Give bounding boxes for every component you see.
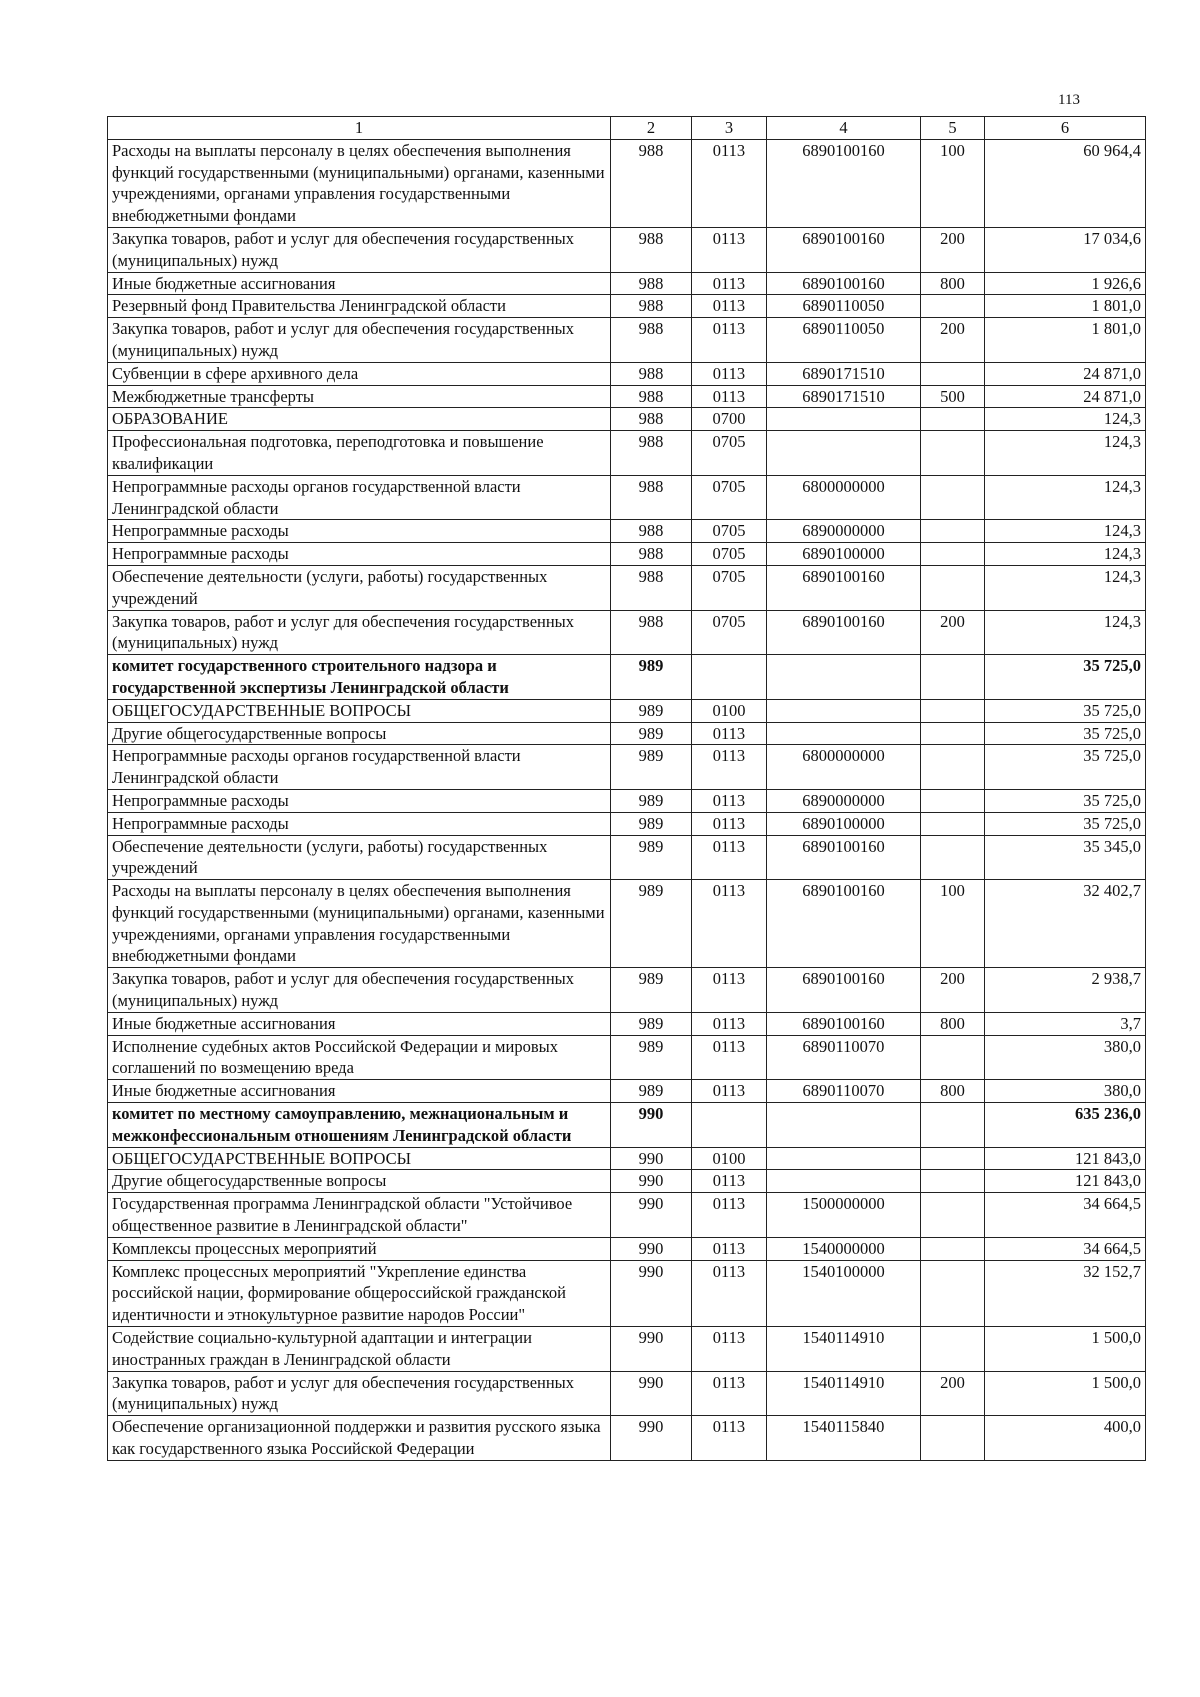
row-amount: 380,0 <box>985 1035 1146 1080</box>
table-row <box>108 1080 1146 1103</box>
row-admin-code: 988 <box>611 475 692 520</box>
row-admin-code: 988 <box>611 543 692 566</box>
row-expense-type: 200 <box>921 318 985 363</box>
row-target-article: 1500000000 <box>767 1193 921 1238</box>
row-admin-code: 988 <box>611 362 692 385</box>
row-admin-code: 990 <box>611 1237 692 1260</box>
table-row <box>108 1371 1146 1416</box>
row-amount: 1 500,0 <box>985 1371 1146 1416</box>
row-target-article: 1540000000 <box>767 1237 921 1260</box>
row-name: Содействие социально-культурной адаптации и интеграции иностранных граждан в Ленинградской области <box>108 1327 611 1372</box>
row-name: Закупка товаров, работ и услуг для обеспечения государственных (муниципальных) нужд <box>108 968 611 1013</box>
row-target-article: 6890100160 <box>767 968 921 1013</box>
row-expense-type: 500 <box>921 385 985 408</box>
row-name: Иные бюджетные ассигнования <box>108 1080 611 1103</box>
row-target-article: 6890100160 <box>767 227 921 272</box>
row-expense-type <box>921 1170 985 1193</box>
row-admin-code: 988 <box>611 318 692 363</box>
row-target-article: 1540115840 <box>767 1416 921 1461</box>
row-name: Непрограммные расходы органов государственной власти Ленинградской области <box>108 745 611 790</box>
row-name: Расходы на выплаты персоналу в целях обеспечения выполнения функций государственными (муниципальными) органами, казенными учреждениями, органами управления государственными внебюджетными фондами <box>108 880 611 968</box>
row-section-code: 0705 <box>692 431 767 476</box>
row-section-code: 0113 <box>692 1371 767 1416</box>
row-expense-type <box>921 745 985 790</box>
row-section-code: 0113 <box>692 968 767 1013</box>
table-row <box>108 722 1146 745</box>
row-expense-type: 800 <box>921 272 985 295</box>
table-row <box>108 1147 1146 1170</box>
row-section-code: 0705 <box>692 543 767 566</box>
row-target-article: 6800000000 <box>767 745 921 790</box>
table-row <box>108 1327 1146 1372</box>
budget-table <box>107 116 1146 1461</box>
row-amount: 124,3 <box>985 408 1146 431</box>
row-amount: 24 871,0 <box>985 385 1146 408</box>
row-admin-code: 988 <box>611 272 692 295</box>
row-section-code: 0113 <box>692 295 767 318</box>
row-section-code: 0705 <box>692 610 767 655</box>
row-admin-code: 989 <box>611 699 692 722</box>
row-target-article: 6890110070 <box>767 1080 921 1103</box>
row-name: Резервный фонд Правительства Ленинградской области <box>108 295 611 318</box>
row-expense-type: 800 <box>921 1012 985 1035</box>
row-section-code: 0113 <box>692 789 767 812</box>
row-amount: 124,3 <box>985 610 1146 655</box>
row-amount: 2 938,7 <box>985 968 1146 1013</box>
row-expense-type <box>921 431 985 476</box>
row-amount: 60 964,4 <box>985 139 1146 227</box>
row-admin-code: 989 <box>611 655 692 700</box>
row-amount: 1 926,6 <box>985 272 1146 295</box>
row-admin-code: 989 <box>611 812 692 835</box>
table-row <box>108 385 1146 408</box>
row-expense-type <box>921 1327 985 1372</box>
row-section-code: 0113 <box>692 362 767 385</box>
row-name: Обеспечение организационной поддержки и развития русского языка как государственного языка Российской Федерации <box>108 1416 611 1461</box>
row-section-code: 0113 <box>692 272 767 295</box>
page-number: 113 <box>1058 92 1080 108</box>
table-row <box>108 272 1146 295</box>
row-name: Иные бюджетные ассигнования <box>108 1012 611 1035</box>
row-amount: 124,3 <box>985 543 1146 566</box>
row-amount: 380,0 <box>985 1080 1146 1103</box>
row-expense-type <box>921 655 985 700</box>
row-admin-code: 989 <box>611 1012 692 1035</box>
row-amount: 35 725,0 <box>985 789 1146 812</box>
row-expense-type <box>921 722 985 745</box>
header-col-4: 4 <box>767 117 921 140</box>
row-expense-type <box>921 565 985 610</box>
row-expense-type <box>921 1193 985 1238</box>
row-target-article <box>767 655 921 700</box>
row-admin-code: 989 <box>611 880 692 968</box>
row-target-article <box>767 722 921 745</box>
row-section-code: 0113 <box>692 139 767 227</box>
table-header <box>108 117 1146 140</box>
row-name: Другие общегосударственные вопросы <box>108 1170 611 1193</box>
row-amount: 1 801,0 <box>985 295 1146 318</box>
row-amount: 24 871,0 <box>985 362 1146 385</box>
row-admin-code: 989 <box>611 789 692 812</box>
row-admin-code: 990 <box>611 1327 692 1372</box>
row-admin-code: 988 <box>611 610 692 655</box>
row-expense-type <box>921 408 985 431</box>
row-expense-type: 100 <box>921 880 985 968</box>
row-expense-type <box>921 699 985 722</box>
row-section-code: 0705 <box>692 520 767 543</box>
row-expense-type <box>921 475 985 520</box>
row-admin-code: 990 <box>611 1103 692 1148</box>
table-row <box>108 295 1146 318</box>
row-name: Закупка товаров, работ и услуг для обеспечения государственных (муниципальных) нужд <box>108 227 611 272</box>
row-expense-type <box>921 543 985 566</box>
table-row <box>108 1237 1146 1260</box>
row-target-article <box>767 408 921 431</box>
row-expense-type: 200 <box>921 610 985 655</box>
header-row <box>108 117 1146 140</box>
row-target-article: 6890171510 <box>767 385 921 408</box>
row-target-article <box>767 1103 921 1148</box>
row-expense-type <box>921 295 985 318</box>
row-name: Государственная программа Ленинградской области "Устойчивое общественное развитие в Ленинградской области" <box>108 1193 611 1238</box>
row-target-article <box>767 699 921 722</box>
row-target-article: 6890100160 <box>767 610 921 655</box>
row-amount: 121 843,0 <box>985 1147 1146 1170</box>
row-target-article: 6890100160 <box>767 835 921 880</box>
row-section-code: 0100 <box>692 1147 767 1170</box>
row-name: Закупка товаров, работ и услуг для обеспечения государственных (муниципальных) нужд <box>108 610 611 655</box>
row-section-code: 0113 <box>692 1416 767 1461</box>
row-expense-type <box>921 520 985 543</box>
row-admin-code: 988 <box>611 385 692 408</box>
row-section-code: 0113 <box>692 1327 767 1372</box>
row-admin-code: 990 <box>611 1147 692 1170</box>
table-row <box>108 139 1146 227</box>
row-name: ОБЩЕГОСУДАРСТВЕННЫЕ ВОПРОСЫ <box>108 699 611 722</box>
row-section-code: 0113 <box>692 745 767 790</box>
row-amount: 1 500,0 <box>985 1327 1146 1372</box>
row-expense-type: 200 <box>921 227 985 272</box>
row-admin-code: 988 <box>611 139 692 227</box>
row-admin-code: 988 <box>611 565 692 610</box>
row-amount: 35 725,0 <box>985 745 1146 790</box>
row-admin-code: 989 <box>611 835 692 880</box>
row-name: Непрограммные расходы <box>108 543 611 566</box>
row-amount: 35 725,0 <box>985 812 1146 835</box>
row-section-code: 0113 <box>692 722 767 745</box>
row-target-article: 6890100000 <box>767 543 921 566</box>
table-row <box>108 362 1146 385</box>
row-target-article <box>767 1170 921 1193</box>
row-target-article: 6800000000 <box>767 475 921 520</box>
table-row <box>108 565 1146 610</box>
row-section-code: 0113 <box>692 880 767 968</box>
table-row <box>108 475 1146 520</box>
row-expense-type <box>921 362 985 385</box>
table-row <box>108 1260 1146 1326</box>
row-target-article: 6890100160 <box>767 565 921 610</box>
row-expense-type <box>921 789 985 812</box>
row-amount: 35 725,0 <box>985 722 1146 745</box>
row-target-article: 6890000000 <box>767 789 921 812</box>
row-section-code <box>692 1103 767 1148</box>
row-name: ОБРАЗОВАНИЕ <box>108 408 611 431</box>
row-expense-type: 100 <box>921 139 985 227</box>
table-row <box>108 318 1146 363</box>
header-col-6: 6 <box>985 117 1146 140</box>
row-name: Профессиональная подготовка, переподготовка и повышение квалификации <box>108 431 611 476</box>
table-row <box>108 699 1146 722</box>
row-section-code: 0113 <box>692 318 767 363</box>
row-section-code: 0705 <box>692 475 767 520</box>
row-section-code: 0113 <box>692 227 767 272</box>
row-expense-type <box>921 1237 985 1260</box>
row-name: Непрограммные расходы <box>108 812 611 835</box>
row-amount: 35 725,0 <box>985 699 1146 722</box>
table-row <box>108 880 1146 968</box>
row-amount: 34 664,5 <box>985 1237 1146 1260</box>
row-section-code: 0113 <box>692 1080 767 1103</box>
table-row <box>108 543 1146 566</box>
row-name: Обеспечение деятельности (услуги, работы) государственных учреждений <box>108 565 611 610</box>
row-target-article: 6890100160 <box>767 1012 921 1035</box>
row-expense-type: 200 <box>921 968 985 1013</box>
table-body <box>108 139 1146 1460</box>
row-name: комитет государственного строительного надзора и государственной экспертизы Ленинградской области <box>108 655 611 700</box>
table-row <box>108 835 1146 880</box>
row-target-article <box>767 1147 921 1170</box>
row-section-code <box>692 655 767 700</box>
row-amount: 34 664,5 <box>985 1193 1146 1238</box>
row-section-code: 0113 <box>692 1012 767 1035</box>
row-name: ОБЩЕГОСУДАРСТВЕННЫЕ ВОПРОСЫ <box>108 1147 611 1170</box>
header-col-1: 1 <box>108 117 611 140</box>
table-row <box>108 1103 1146 1148</box>
row-amount: 35 345,0 <box>985 835 1146 880</box>
row-amount: 124,3 <box>985 431 1146 476</box>
row-amount: 124,3 <box>985 520 1146 543</box>
row-section-code: 0113 <box>692 1237 767 1260</box>
row-target-article: 6890100160 <box>767 139 921 227</box>
row-section-code: 0113 <box>692 1170 767 1193</box>
row-section-code: 0113 <box>692 1035 767 1080</box>
row-name: Обеспечение деятельности (услуги, работы) государственных учреждений <box>108 835 611 880</box>
row-amount: 400,0 <box>985 1416 1146 1461</box>
row-expense-type <box>921 1103 985 1148</box>
row-name: Комплексы процессных мероприятий <box>108 1237 611 1260</box>
row-admin-code: 990 <box>611 1170 692 1193</box>
row-admin-code: 989 <box>611 745 692 790</box>
row-admin-code: 990 <box>611 1371 692 1416</box>
row-admin-code: 988 <box>611 295 692 318</box>
row-expense-type: 800 <box>921 1080 985 1103</box>
row-expense-type <box>921 812 985 835</box>
header-col-5: 5 <box>921 117 985 140</box>
row-name: Другие общегосударственные вопросы <box>108 722 611 745</box>
row-admin-code: 988 <box>611 227 692 272</box>
row-section-code: 0113 <box>692 835 767 880</box>
row-target-article: 6890100160 <box>767 880 921 968</box>
row-target-article: 1540100000 <box>767 1260 921 1326</box>
row-section-code: 0113 <box>692 812 767 835</box>
row-target-article: 6890000000 <box>767 520 921 543</box>
table-row <box>108 968 1146 1013</box>
row-admin-code: 989 <box>611 1035 692 1080</box>
row-amount: 124,3 <box>985 565 1146 610</box>
table-row <box>108 812 1146 835</box>
table-row <box>108 1012 1146 1035</box>
row-admin-code: 989 <box>611 1080 692 1103</box>
row-name: Закупка товаров, работ и услуг для обеспечения государственных (муниципальных) нужд <box>108 1371 611 1416</box>
row-admin-code: 988 <box>611 431 692 476</box>
row-expense-type <box>921 1035 985 1080</box>
row-amount: 32 402,7 <box>985 880 1146 968</box>
row-name: Расходы на выплаты персоналу в целях обеспечения выполнения функций государственными (муниципальными) органами, казенными учреждениями, органами управления государственными внебюджетными фондами <box>108 139 611 227</box>
row-target-article: 6890100000 <box>767 812 921 835</box>
row-admin-code: 989 <box>611 968 692 1013</box>
row-target-article <box>767 431 921 476</box>
row-amount: 35 725,0 <box>985 655 1146 700</box>
table-row <box>108 1193 1146 1238</box>
row-name: Непрограммные расходы органов государственной власти Ленинградской области <box>108 475 611 520</box>
row-amount: 635 236,0 <box>985 1103 1146 1148</box>
table-row <box>108 789 1146 812</box>
row-admin-code: 990 <box>611 1193 692 1238</box>
row-target-article: 6890100160 <box>767 272 921 295</box>
row-section-code: 0100 <box>692 699 767 722</box>
row-admin-code: 989 <box>611 722 692 745</box>
row-amount: 124,3 <box>985 475 1146 520</box>
row-section-code: 0113 <box>692 1260 767 1326</box>
table-row <box>108 227 1146 272</box>
row-name: Исполнение судебных актов Российской Федерации и мировых соглашений по возмещению вреда <box>108 1035 611 1080</box>
row-amount: 32 152,7 <box>985 1260 1146 1326</box>
table-row <box>108 431 1146 476</box>
row-amount: 1 801,0 <box>985 318 1146 363</box>
row-section-code: 0705 <box>692 565 767 610</box>
row-section-code: 0700 <box>692 408 767 431</box>
row-name: Комплекс процессных мероприятий "Укрепление единства российской нации, формирование общероссийской гражданской идентичности и этнокультурное развитие народов России" <box>108 1260 611 1326</box>
row-name: Межбюджетные трансферты <box>108 385 611 408</box>
row-expense-type <box>921 1147 985 1170</box>
table-row <box>108 1035 1146 1080</box>
row-amount: 121 843,0 <box>985 1170 1146 1193</box>
row-target-article: 1540114910 <box>767 1327 921 1372</box>
table-row <box>108 1416 1146 1461</box>
row-admin-code: 990 <box>611 1260 692 1326</box>
row-target-article: 6890110050 <box>767 295 921 318</box>
row-name: Непрограммные расходы <box>108 520 611 543</box>
row-amount: 17 034,6 <box>985 227 1146 272</box>
row-target-article: 6890110050 <box>767 318 921 363</box>
row-name: Непрограммные расходы <box>108 789 611 812</box>
table-row <box>108 520 1146 543</box>
row-amount: 3,7 <box>985 1012 1146 1035</box>
table-row <box>108 655 1146 700</box>
row-target-article: 1540114910 <box>767 1371 921 1416</box>
row-name: Иные бюджетные ассигнования <box>108 272 611 295</box>
row-expense-type <box>921 1416 985 1461</box>
row-name: комитет по местному самоуправлению, межнациональным и межконфессиональным отношениям Ленинградской области <box>108 1103 611 1148</box>
row-admin-code: 990 <box>611 1416 692 1461</box>
row-expense-type <box>921 835 985 880</box>
table-row <box>108 1170 1146 1193</box>
table-row <box>108 610 1146 655</box>
header-col-3: 3 <box>692 117 767 140</box>
row-target-article: 6890110070 <box>767 1035 921 1080</box>
row-section-code: 0113 <box>692 1193 767 1238</box>
header-col-2: 2 <box>611 117 692 140</box>
row-target-article: 6890171510 <box>767 362 921 385</box>
row-admin-code: 988 <box>611 408 692 431</box>
row-admin-code: 988 <box>611 520 692 543</box>
table-row <box>108 408 1146 431</box>
table-row <box>108 745 1146 790</box>
row-section-code: 0113 <box>692 385 767 408</box>
row-name: Субвенции в сфере архивного дела <box>108 362 611 385</box>
row-expense-type: 200 <box>921 1371 985 1416</box>
row-expense-type <box>921 1260 985 1326</box>
row-name: Закупка товаров, работ и услуг для обеспечения государственных (муниципальных) нужд <box>108 318 611 363</box>
